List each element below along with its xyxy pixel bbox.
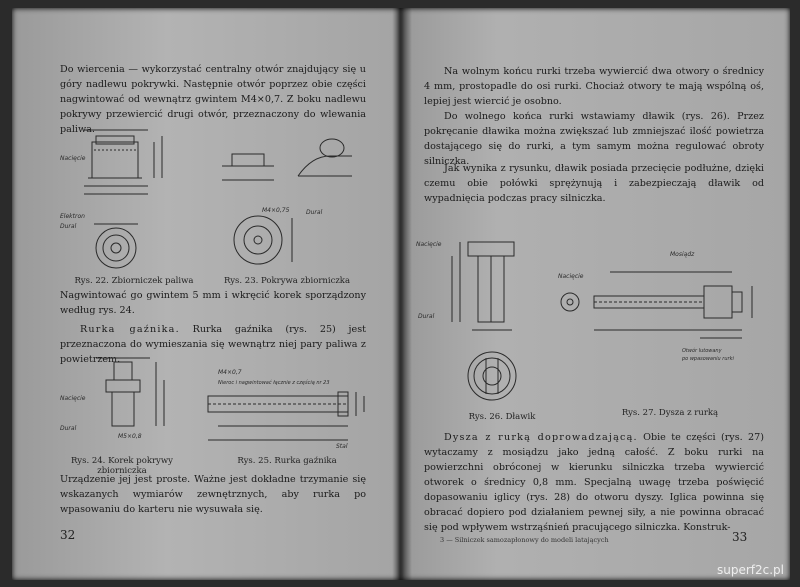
caption-fig-26: Rys. 26. Dławik: [468, 412, 536, 422]
dysza-heading: Dysza z rurką doprowadzającą.: [444, 432, 638, 443]
page-footer: 3 — Silniczek samozapłonowy do modeli latających: [440, 536, 609, 544]
rurka-text: Rurka gaźnika (rys. 25) jest przeznaczona do wymieszania się wewnątrz niej pary paliwa z powietrzem.: [60, 324, 366, 365]
fig22-label-electron: Elektron: [60, 213, 85, 220]
fig25-note: Nieroc i nagwintować łącznie z częścią nr 23: [218, 380, 330, 386]
book-gutter: [392, 8, 412, 580]
fig23-dimension-thread: M4×0,75: [262, 207, 290, 214]
caption-fig-27: Rys. 27. Dysza z rurką: [621, 408, 719, 418]
fig23-label-dural: Dural: [306, 209, 323, 216]
right-paragraph-1: Na wolnym końcu rurki trzeba wywiercić dwa otwory o średnicy 4 mm, prostopadle do osi rurki. Chociaż otwory te mają wspólną oś, lepiej jest wiercić je osobno.: [424, 66, 764, 107]
figure-24-cover-plug: [60, 352, 178, 452]
fig26-label-dural: Dural: [418, 313, 435, 320]
right-paragraph-2: Do wolnego końca rurki wstawiamy dławik (rys. 26). Przez pokręcanie dławika można zwiększać lub zmniejszać ilość powietrza dostającego się do rurki, a tym samym można regulować obroty silniczka.: [424, 111, 764, 167]
caption-fig-23: Rys. 23. Pokrywa zbiorniczka: [223, 276, 351, 286]
left-page: [12, 8, 400, 580]
fig26-label-notch: Nacięcie: [416, 241, 442, 248]
fig27-label-hole: Otwór lutowany: [682, 348, 722, 354]
fig27-label-fitting: po wpasowaniu rurki: [682, 356, 734, 362]
right-page-number: 33: [732, 530, 748, 544]
figure-23-tank-cover: [202, 126, 372, 272]
fig24-label-dural: Dural: [60, 425, 77, 432]
fig27-label-notch: Nacięcie: [558, 273, 584, 280]
fig27-label-brass: Mosiądz: [670, 251, 695, 258]
fig25-thread: M4×0,7: [218, 369, 242, 376]
caption-fig-25: Rys. 25. Rurka gaźnika: [237, 456, 337, 466]
right-page: [400, 8, 790, 580]
left-paragraph-1: Do wiercenia — wykorzystać centralny otwór znajdujący się u góry nadlewu pokrywki. Następnie otwór poprzez obie części nagwintować od wewnątrz gwintem M4×0,7. Z boku nadlewu pokrywy przewiercić drugi otwór, przeznaczony do wlewania paliwa.: [60, 64, 366, 135]
caption-fig-22: Rys. 22. Zbiorniczek paliwa: [74, 276, 194, 286]
right-paragraph-3: Jak wynika z rysunku, dławik posiada przecięcie podłużne, dzięki czemu obie połówki sprężynują i zabezpieczają dławik od wypadnięcia podczas pracy silniczka.: [424, 163, 764, 204]
book-spread: [12, 8, 790, 580]
fig25-label-steel: Stal: [336, 443, 348, 450]
figure-27-nozzle: [550, 234, 778, 404]
fig22-label-dural: Dural: [60, 223, 77, 230]
figure-25-carburetor-tube: [188, 352, 378, 452]
left-page-number: 32: [60, 528, 76, 542]
rurka-heading: Rurka gaźnika.: [80, 324, 180, 335]
fig24-label-notch: Nacięcie: [60, 395, 86, 402]
dysza-section: [424, 430, 764, 535]
fig22-label-notch: Nacięcie: [60, 155, 86, 162]
figure-26-throttle: [412, 230, 562, 416]
dysza-text: Obie te części (rys. 27) wytaczamy z mosiądzu jako jedną całość. Z boku rurki na powierzchni obróconej w kierunku silniczka trzeba wywiercić otworek o średnicy 0,8 mm. Specjalną uwagę trzeba poświęcić dopasowaniu iglicy (rys. 28) do otworu dyszy. Iglica powinna się obracać dopiero pod działaniem pewnej siły, a nie powinna obracać się pod wpływem wstrząśnień pracującego silniczka. Konstruk-: [424, 432, 764, 533]
left-paragraph-2: Nagwintować go gwintem 5 mm i wkręcić korek sporządzony według rys. 24.: [60, 290, 366, 316]
caption-fig-24: Rys. 24. Korek pokrywy zbiorniczka: [71, 456, 173, 476]
watermark: superf2c.pl: [716, 563, 784, 577]
left-paragraph-3: Urządzenie jej jest proste. Ważne jest dokładne trzymanie się wskazanych wymiarów zewnętrznych, aby rurka po wpasowaniu do karteru nie wysuwała się.: [60, 474, 366, 515]
fig24-dimension-thread: M5×0,8: [118, 433, 142, 440]
figure-22-fuel-tank: [54, 120, 182, 270]
